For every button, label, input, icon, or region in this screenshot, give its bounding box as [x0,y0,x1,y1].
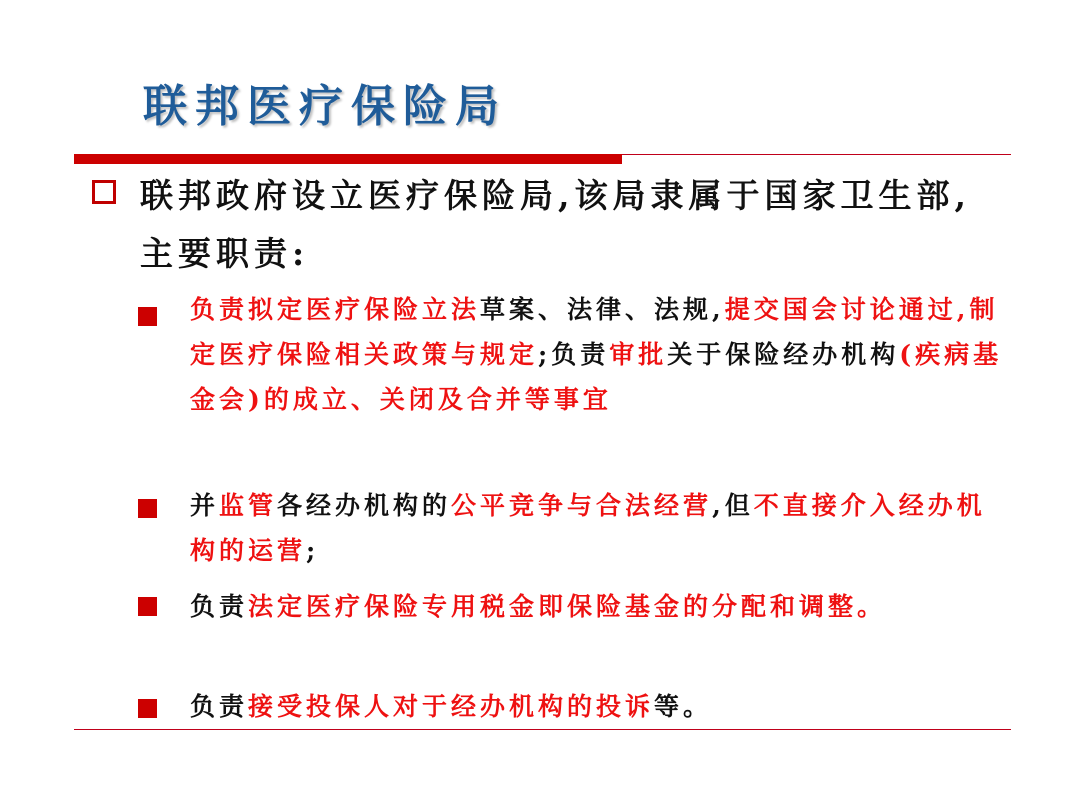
sub-bullet-segment: 公平竞争与合法经营 [451,491,713,520]
sub-bullet-1 [190,287,1012,422]
filled-square-bullet-icon [138,699,157,718]
slide-title: 联邦医疗保险局 [143,81,507,132]
sub-bullet-segment: ; [306,536,320,565]
sub-bullet-segment: 法定医疗保险专用税金即保险基金的分配和调整。 [248,592,887,621]
bottom-divider [74,729,1011,730]
sub-bullet-3 [190,584,1012,629]
sub-bullet-segment: (疾病基金会)的成立、关闭及合并等事宜 [190,340,1003,414]
sub-bullet-segment: 不直接介入经办机构的运营 [190,491,986,565]
sub-bullet-segment: 负责 [190,592,249,621]
sub-bullet-segment: 接受投保人对于经办机构的投诉 [248,692,655,721]
main-bullet-segment: 联邦政府设立医疗保险局,该局隶属于国家卫生部,主要职责: [140,176,971,273]
sub-bullet-segment: 等。 [654,692,713,721]
main-bullet-text [140,167,1000,283]
sub-bullet-segment: 提交国会讨论通过,制定医疗保险相关政策与规定 [190,295,999,369]
filled-square-bullet-icon [138,597,157,616]
filled-square-bullet-icon [138,307,157,326]
sub-bullet-segment: ;负责 [538,340,610,369]
sub-bullet-segment: ,但 [712,491,754,520]
sub-bullet-4 [190,684,1012,729]
sub-bullet-segment: 审批 [609,340,668,369]
filled-square-bullet-icon [138,499,157,518]
sub-bullet-segment: 负责拟定医疗保险立法 [190,295,481,324]
sub-bullet-segment: 负责 [190,692,249,721]
sub-bullet-segment: 各经办机构的 [277,491,452,520]
sub-bullet-2 [190,483,1012,573]
title-accent-bar [74,154,622,164]
hollow-square-bullet-icon [92,180,116,204]
sub-bullet-segment: 草案、法律、法规, [480,295,725,324]
sub-bullet-segment: 关于保险经办机构 [667,340,900,369]
sub-bullet-segment: 并 [190,491,220,520]
sub-bullet-segment: 监管 [219,491,278,520]
